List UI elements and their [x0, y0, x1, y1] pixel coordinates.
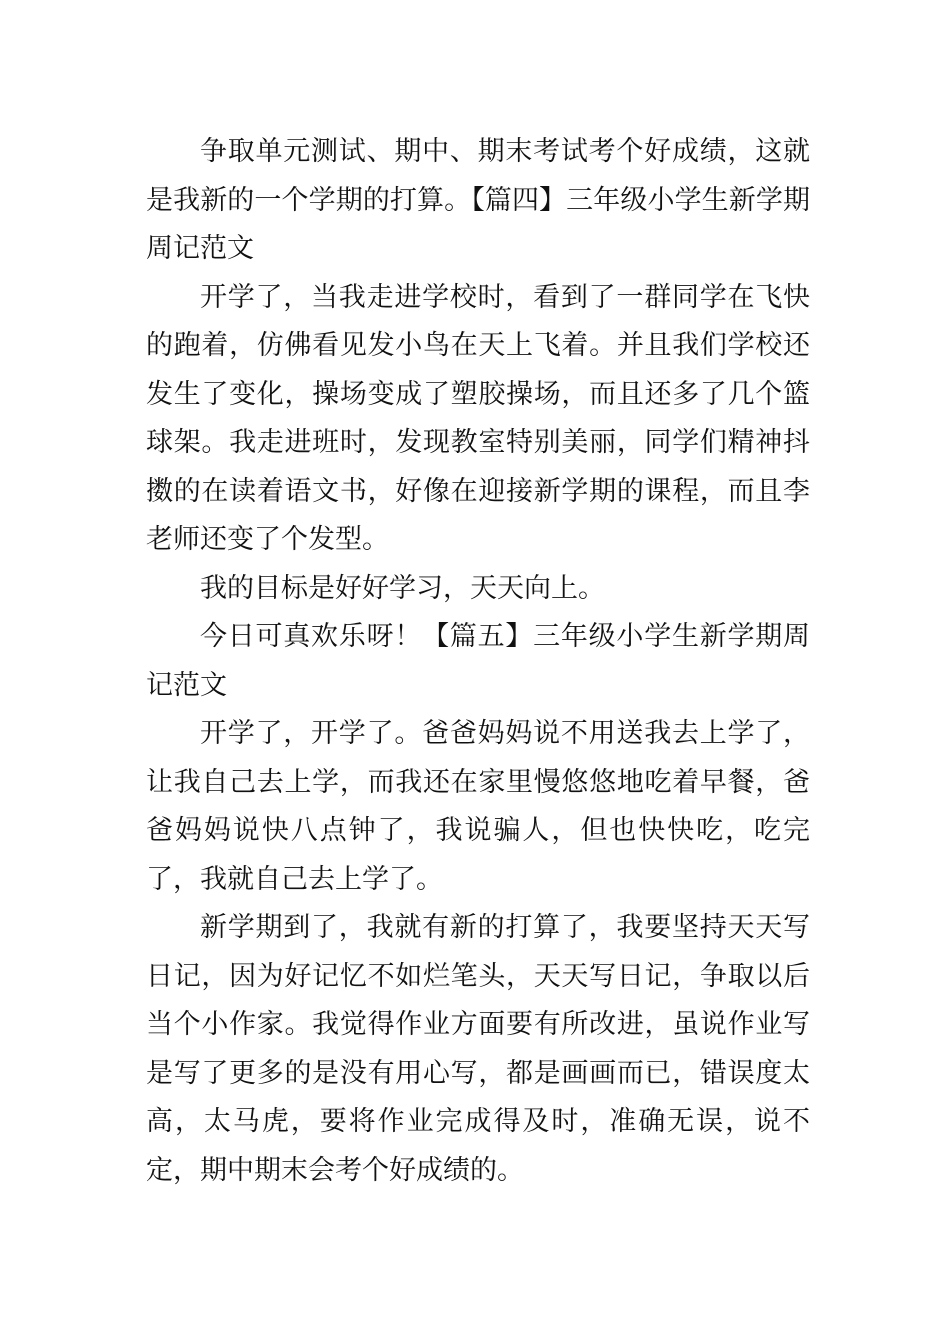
paragraph: 新学期到了，我就有新的打算了，我要坚持天天写日记，因为好记忆不如烂笔头，天天写日记，争取以后当个小作家。我觉得作业方面要有所改进，虽说作业写是写了更多的是没有用心写，都是画画而已，错误度太高，太马虎，要将作业完成得及时，准确无误，说不定，期中期末会考个好成绩的。 [146, 912, 810, 1186]
paragraph: 开学了，开学了。爸爸妈妈说不用送我去上学了，让我自己去上学，而我还在家里慢悠悠地吃着早餐，爸爸妈妈说快八点钟了，我说骗人，但也快快吃，吃完了，我就自己去上学了。 [146, 718, 810, 895]
paragraph: 开学了，当我走进学校时，看到了一群同学在飞快的跑着，仿佛看见发小鸟在天上飞着。并且我们学校还发生了变化，操场变成了塑胶操场，而且还多了几个篮球架。我走进班时，发现教室特别美丽，同学们精神抖擞的在读着语文书，好像在迎接新学期的课程，而且李老师还变了个发型。 [146, 281, 810, 555]
paragraph: 争取单元测试、期中、期末考试考个好成绩，这就是我新的一个学期的打算。【篇四】三年级小学生新学期周记范文 [146, 136, 810, 264]
paragraph: 今日可真欢乐呀！【篇五】三年级小学生新学期周记范文 [146, 621, 810, 701]
paragraph: 我的目标是好好学习，天天向上。 [200, 572, 605, 604]
document-body [146, 128, 810, 1195]
